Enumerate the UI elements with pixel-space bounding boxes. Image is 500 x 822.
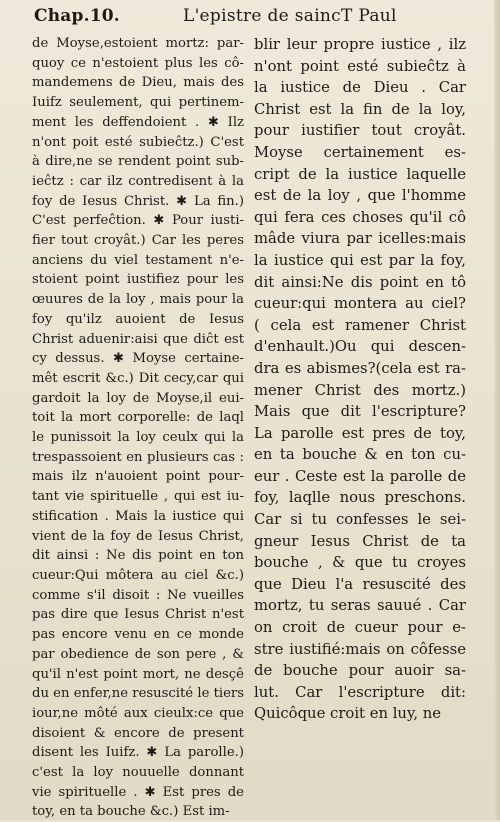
scripture-line: qui fera ces choses qu'il cô (254, 208, 466, 226)
commentary-line: toy, en ta bouche &c.) Est im- (32, 804, 230, 820)
commentary-line: trespassoient en plusieurs cas : (32, 449, 244, 465)
scripture-line: Mais que dit l'escripture? (254, 403, 466, 421)
page-edge (494, 0, 500, 820)
scripture-line: dit ainsi:Ne dis point en tô (254, 273, 466, 291)
commentary-line: à dire,ne se rendent point sub- (32, 154, 244, 170)
scripture-line: que Dieu l'a resuscité des (254, 575, 466, 593)
scripture-line: Car si tu confesses le sei- (254, 511, 466, 529)
commentary-line: stification . Mais la iustice qui (32, 508, 244, 524)
scripture-line: cript de la iustice laquelle (254, 165, 466, 183)
running-header (28, 4, 482, 30)
scripture-line: mâde viura par icelles:mais (254, 230, 466, 248)
scripture-line: la iustice qui est par la foy, (254, 251, 466, 269)
commentary-line: ment les deffendoient . ✱ Ilz (32, 114, 244, 130)
commentary-line: vie spirituelle . ✱ Est pres de (32, 784, 244, 800)
scripture-line: lut. Car l'escripture dit: (254, 683, 466, 701)
chapter-heading: Chap.10. (34, 6, 120, 26)
scripture-line: mener Christ des mortz.) (254, 381, 466, 399)
scripture-line: bouche , & que tu croyes (254, 554, 466, 572)
commentary-line: comme s'il disoit : Ne vueilles (32, 587, 244, 603)
commentary-line: dit ainsi : Ne dis point en ton (32, 548, 244, 564)
commentary-line: œuures de la loy , mais pour la (32, 292, 244, 308)
commentary-line: disent les Iuifz. ✱ La parolle.) (32, 745, 244, 761)
scripture-line: n'ont point esté subieĉtz à (254, 57, 466, 75)
commentary-line: anciens du viel testament n'e- (32, 252, 244, 268)
commentary-line: le punissoit la loy ceulx qui la (32, 430, 244, 446)
commentary-line: pas encore venu en ce monde (32, 627, 244, 643)
scripture-line: la iustice de Dieu . Car (254, 79, 466, 97)
scripture-line: Christ est la fin de la loy, (254, 100, 466, 118)
commentary-line: c'est la loy nouuelle donnant (32, 765, 244, 781)
scripture-line: d'enhault.)Ou qui descen- (254, 338, 466, 356)
scripture-line: en ta bouche & en ton cu- (254, 446, 466, 464)
scripture-line: eur . Ceste est la parolle de (254, 467, 466, 485)
commentary-line: foy qu'ilz auoient de Iesus (32, 311, 244, 327)
scripture-line: La parolle est pres de toy, (254, 424, 466, 442)
scripture-column (254, 34, 466, 725)
commentary-line: n'ont poit esté subieĉtz.) C'est (32, 134, 244, 150)
commentary-line: par obedience de son pere , & (32, 646, 244, 662)
commentary-line: Christ aduenir:aisi que diĉt est (32, 331, 244, 347)
commentary-line: vient de la foy de Iesus Christ, (32, 528, 244, 544)
commentary-line: du en enfer,ne resuscité le tiers (32, 686, 244, 702)
scripture-line: pour iustifier tout croyât. (254, 122, 466, 140)
commentary-line: disoient & encore de present (32, 725, 244, 741)
commentary-line: cueur:Qui môtera au ciel &c.) (32, 567, 244, 583)
scripture-line: gneur Iesus Christ de ta (254, 532, 466, 550)
commentary-line: de Moyse,estoient mortz: par- (32, 36, 244, 51)
scripture-line: Moyse certainement es- (254, 143, 466, 161)
commentary-line: toit la mort corporelle: de laql (32, 410, 244, 426)
scripture-line: on croit de cueur pour e- (254, 619, 466, 637)
commentary-line: foy de Iesus Christ. ✱ La fin.) (32, 193, 244, 209)
scripture-line: mortz, tu seras sauué . Car (254, 597, 466, 615)
commentary-line: mais ilz n'auoient point pour- (32, 469, 244, 485)
commentary-line: gardoit la loy de Moyse,il eui- (32, 390, 244, 406)
commentary-line: C'est perfeĉtion. ✱ Pour iusti- (32, 213, 244, 229)
scripture-line: foy, laqlle nous preschons. (254, 489, 466, 507)
commentary-column (32, 34, 244, 822)
scripture-line: cueur:qui montera au ciel? (254, 295, 466, 313)
commentary-line: pas dire que Iesus Christ n'est (32, 607, 244, 623)
page-title: L'epistre de saincT Paul (183, 6, 397, 26)
commentary-line: quoy ce n'estoient plus les cô- (32, 55, 244, 71)
scripture-line: dra es abismes?(cela est ra- (254, 359, 466, 377)
commentary-line: mandemens de Dieu, mais des (32, 75, 244, 91)
commentary-line: ieĉtz : car ilz contredisent à la (32, 173, 244, 189)
commentary-line: fier tout croyât.) Car les peres (32, 233, 244, 249)
commentary-line: mêt escrit &c.) Dit cecy,car qui (32, 370, 244, 386)
commentary-line: iour,ne môté aux cieulx:ce que (32, 705, 244, 721)
scripture-line: de bouche pour auoir sa- (254, 662, 466, 680)
commentary-line: tant vie spirituelle , qui est iu- (32, 489, 244, 505)
commentary-line: stoient point iustifiez pour les (32, 272, 244, 288)
scripture-line: Quicôque croit en luy, ne (254, 705, 442, 723)
commentary-line: Iuifz seulement, qui pertinem- (32, 95, 244, 111)
scripture-line: ( cela est ramener Christ (254, 316, 466, 334)
scripture-line: stre iustifié:mais on côfesse (254, 640, 466, 658)
commentary-line: cy dessus. ✱ Moyse certaine- (32, 351, 244, 367)
scripture-line: blir leur propre iustice , ilz (254, 36, 466, 53)
commentary-line: qu'il n'est point mort, ne desçê (32, 666, 244, 682)
scripture-line: est de la loy , que l'homme (254, 187, 466, 205)
